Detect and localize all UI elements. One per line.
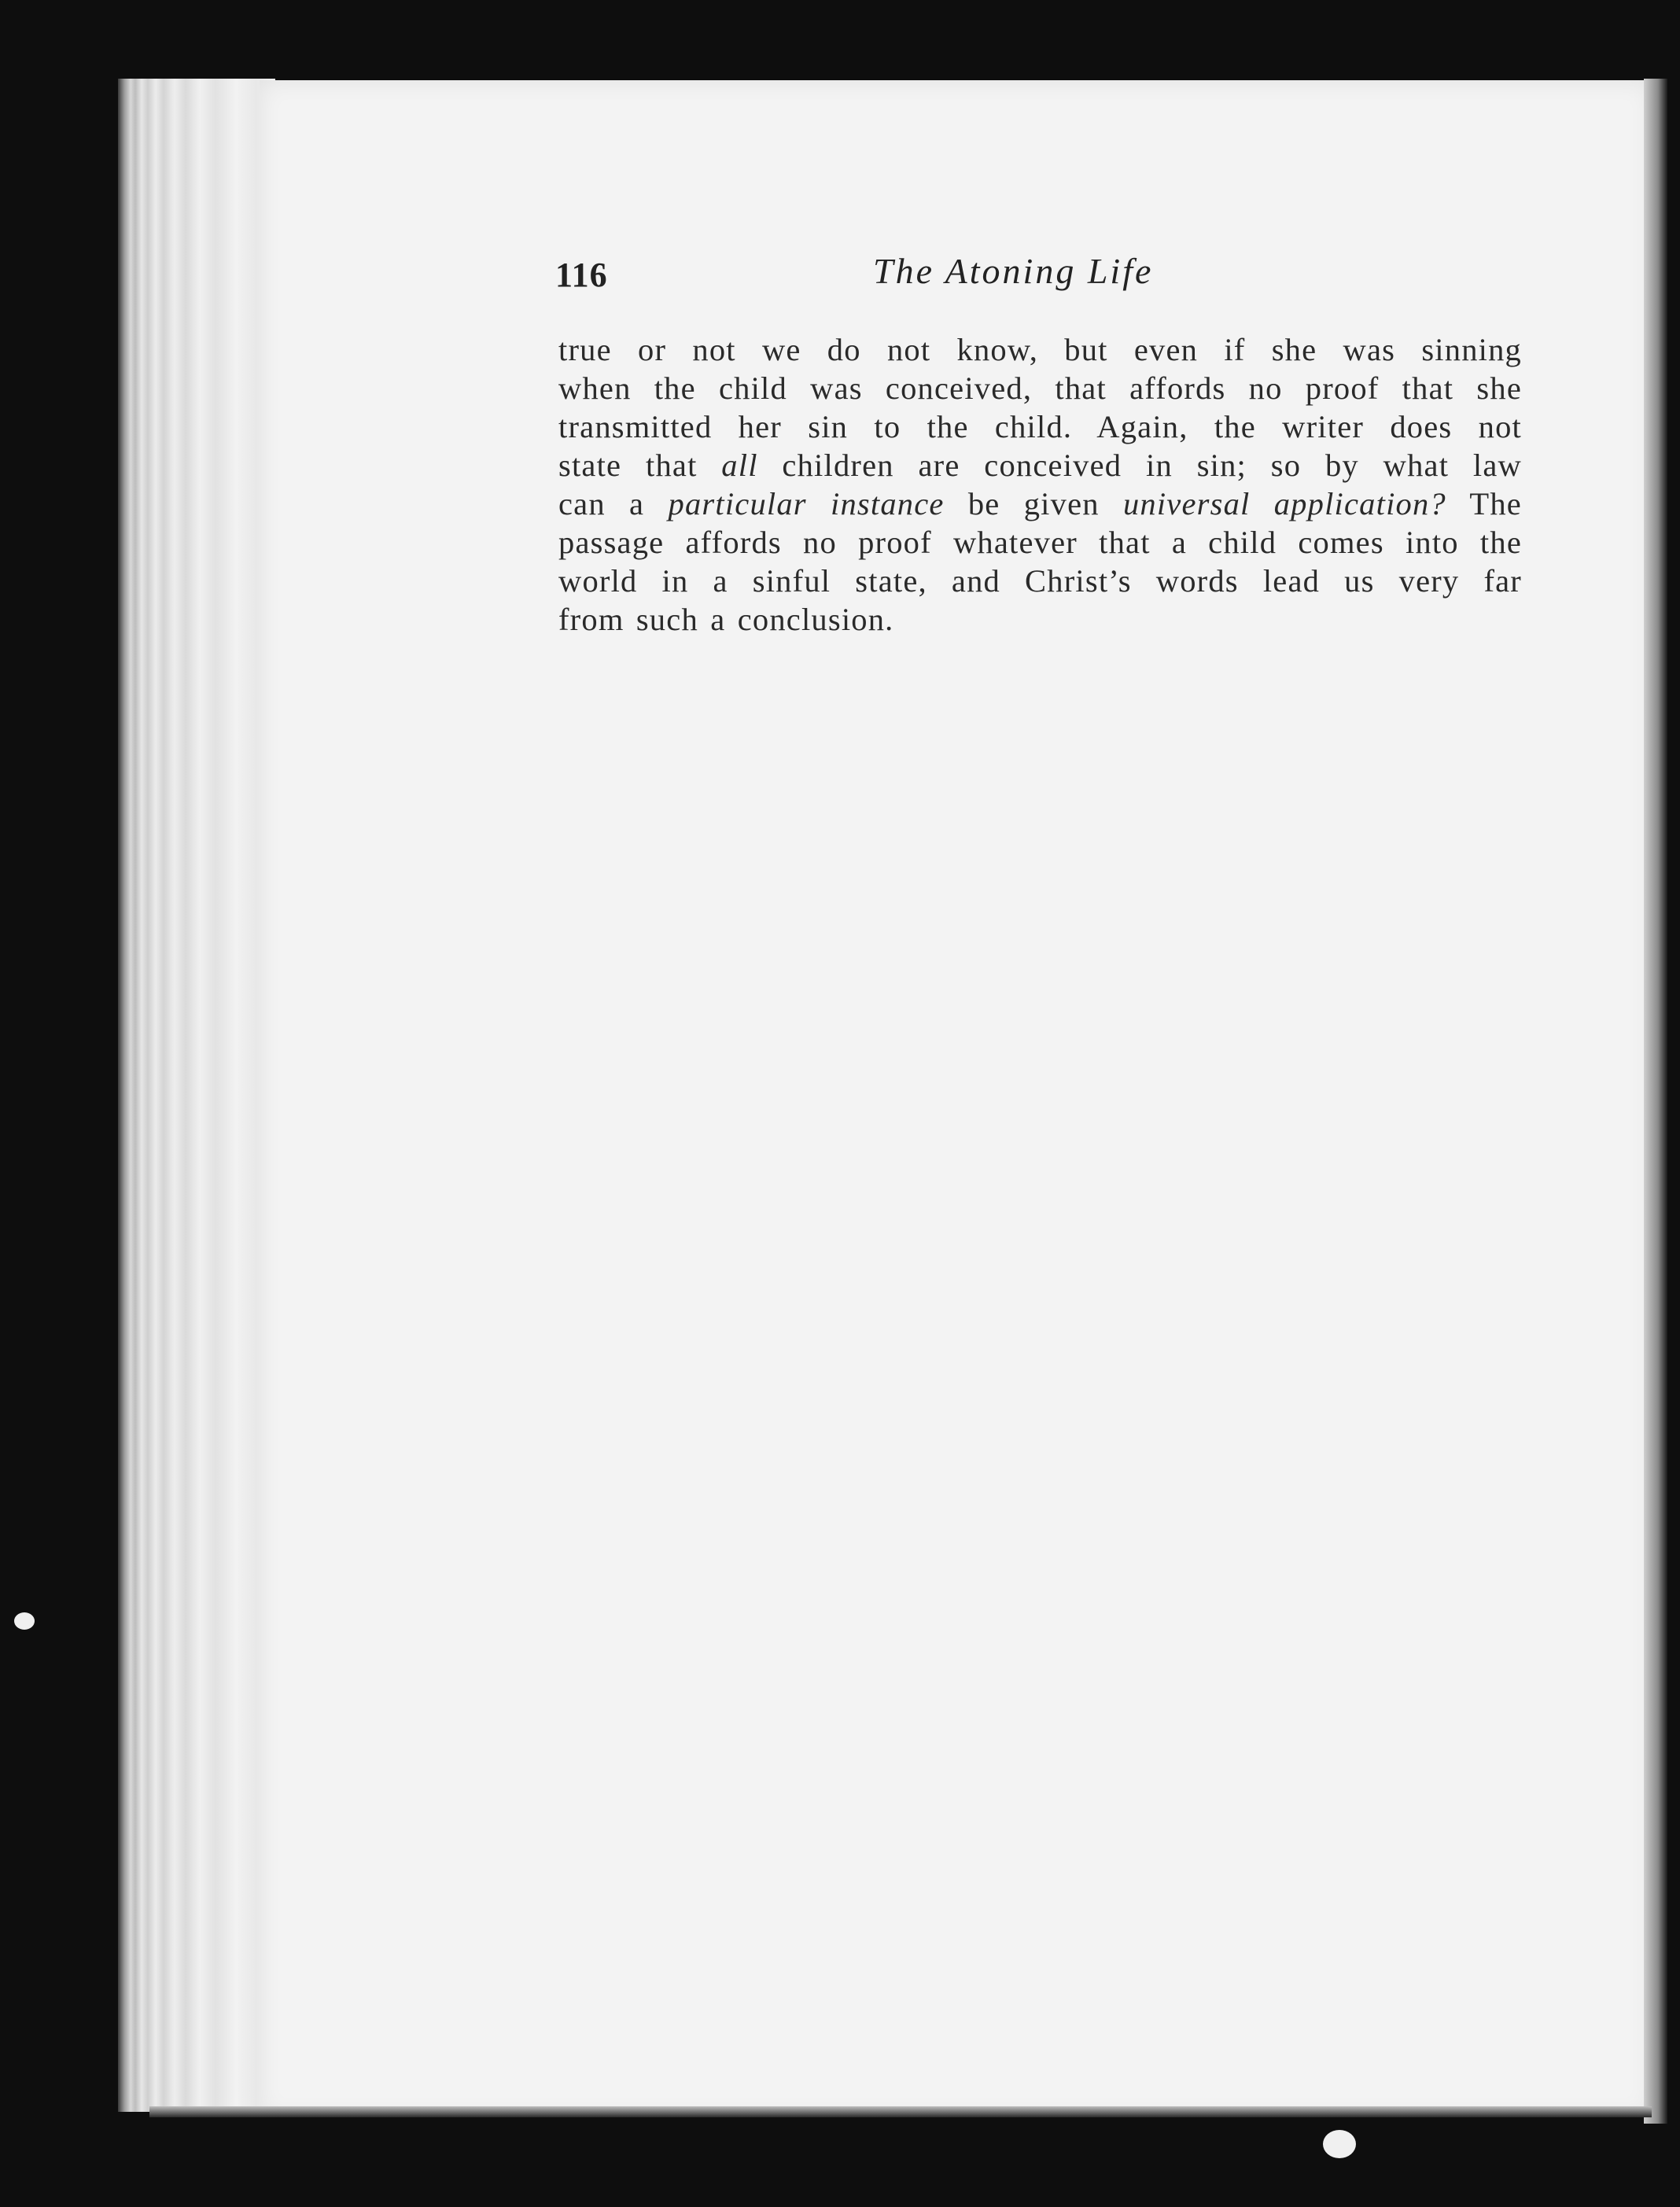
text-run: children are conceived in sin; so by what law (757, 448, 1522, 483)
text-run: can a (558, 486, 669, 521)
text-line (558, 407, 1522, 446)
text-run: when the child was conceived, that affords no proof that she (558, 370, 1522, 406)
text-run: passage affords no proof whatever that a child comes into the (558, 525, 1522, 560)
italic-run: particular instance (668, 486, 945, 521)
text-line (558, 446, 1522, 485)
body-paragraph (558, 330, 1522, 639)
text-run: from such a conclusion. (558, 602, 894, 637)
page-number: 116 (555, 256, 608, 294)
text-run: transmitted her sin to the child. Again, the writer does not (558, 409, 1522, 444)
italic-run: all (721, 448, 758, 483)
page-right-edge (1644, 79, 1667, 2124)
text-run: be given (944, 486, 1123, 521)
dust-speck (14, 1612, 35, 1630)
running-head (555, 250, 1523, 305)
text-line (558, 523, 1522, 562)
text-line (558, 330, 1522, 369)
text-line (558, 562, 1522, 600)
dust-speck (1323, 2130, 1356, 2158)
page-bottom-edge (149, 2106, 1652, 2117)
page-edges (118, 79, 275, 2112)
text-run: world in a sinful state, and Christ’s words lead us very far (558, 563, 1522, 599)
text-line (558, 600, 1522, 639)
text-line (558, 485, 1522, 523)
italic-run: universal application? (1122, 486, 1446, 521)
text-run: true or not we do not know, but even if she was sinning (558, 332, 1522, 367)
text-run: The (1446, 486, 1522, 521)
text-line (558, 369, 1522, 407)
text-run: state that (558, 448, 722, 483)
running-title: The Atoning Life (873, 251, 1154, 291)
